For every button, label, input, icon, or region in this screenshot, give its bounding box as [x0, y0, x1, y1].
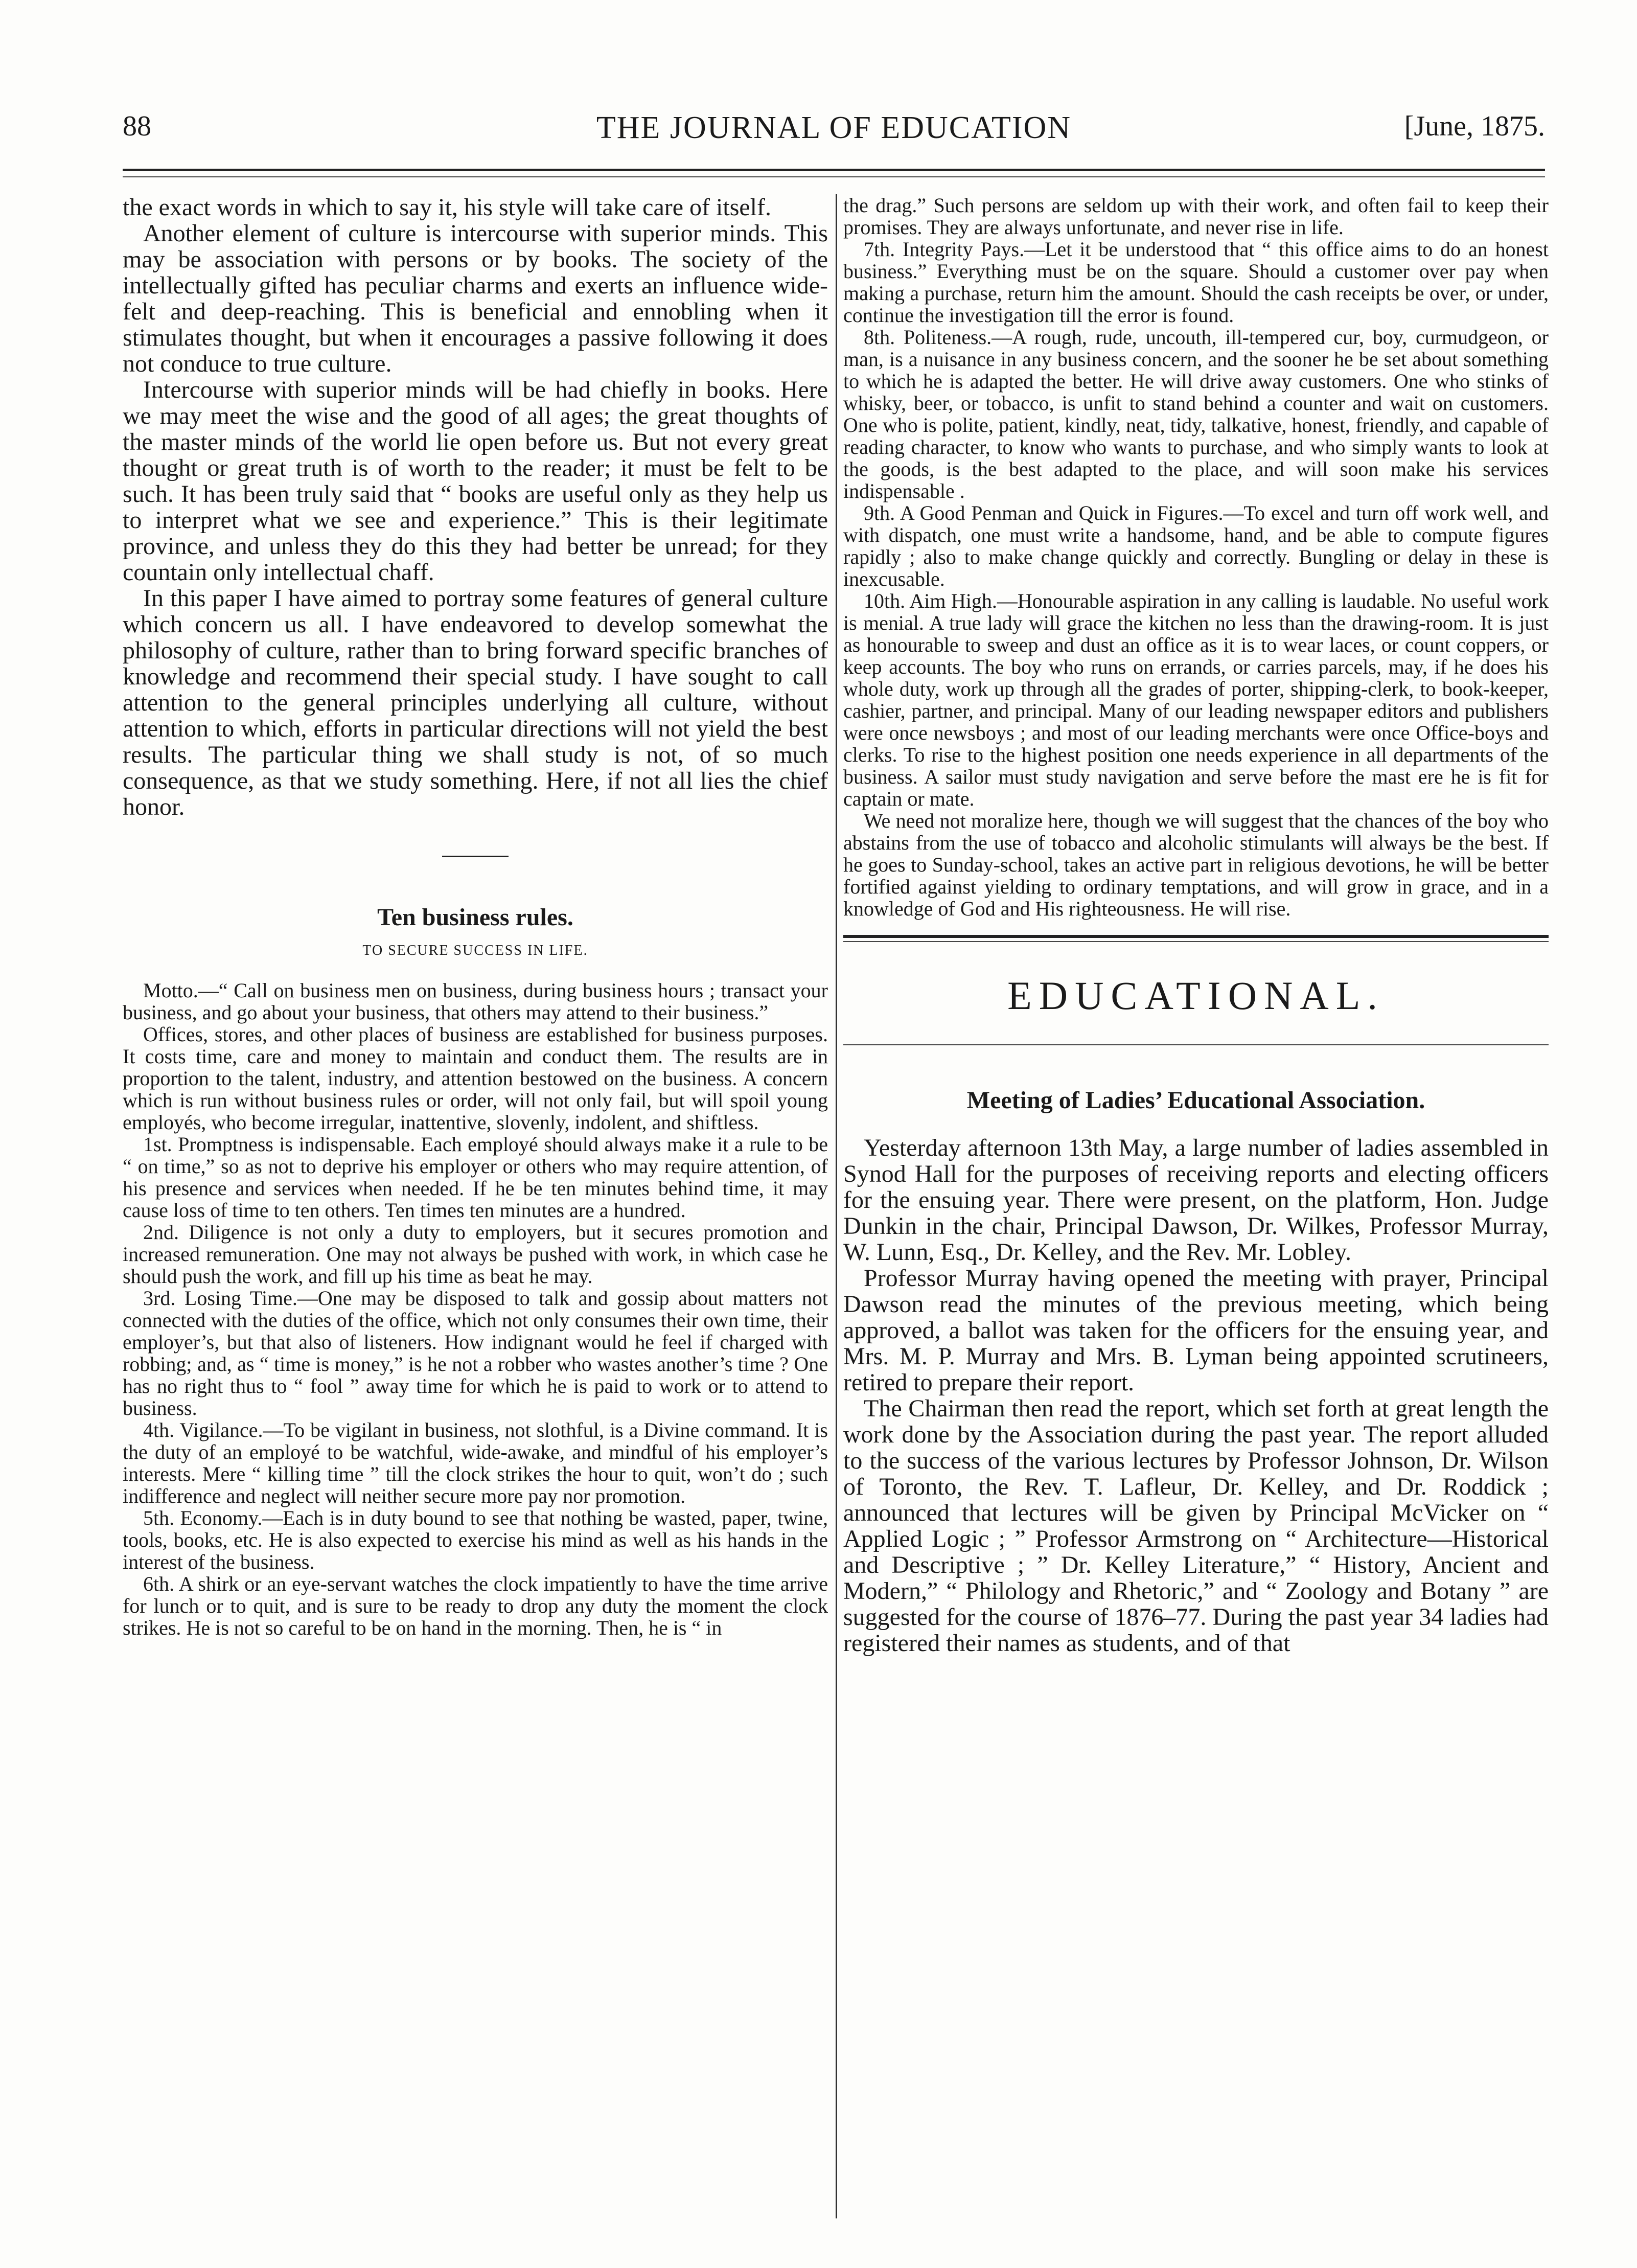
rule-paragraph: the drag.” Such persons are seldom up with their work, and often fail to keep their promises. They are always unfortunate, and never rise in life.: [843, 194, 1549, 239]
rule-paragraph: 4th. Vigilance.—To be vigilant in business, not slothful, is a Divine command. It is the duty of an employé to be watchful, wide-awake, and mindful of his employer’s interests. Mere “ killing time ” till the clock strikes the hour to quit, won’t do ; such indifference and neglect will neither secure more pay nor promotion.: [123, 1418, 828, 1507]
business-rules-subheading: TO SECURE SUCCESS IN LIFE.: [362, 943, 588, 958]
meeting-paragraph: Professor Murray having opened the meeting with prayer, Principal Dawson read the minutes of the previous meeting, which being approved, a ballot was taken for the officers for the ensuing year, and Mrs. M. P. Murray and Mrs. B. Lyman being appointed scrutineers, retired to prepare their report.: [843, 1265, 1549, 1396]
rule-paragraph: 3rd. Losing Time.—One may be disposed to talk and gossip about matters not connected with the duties of the office, which not only consumes their own time, their employer’s, but that also of listeners. How indignant would he feel if charged with robbing; and, as “ time is money,” is he not a robber who wastes another’s time ? One has no right thus to “ fool ” away time for which he is paid to work or to attend to business.: [123, 1287, 828, 1419]
rule-paragraph: 6th. A shirk or an eye-servant watches the clock impatiently to have the time arrive for lunch or to quit, and is sure to be ready to drop any duty the moment the clock strikes. He is not so careful to be on hand in the morning. Then, he is “ in: [123, 1572, 828, 1639]
rule-paragraph: 7th. Integrity Pays.—Let it be understood that “ this office aims to do an honest business.” Everything must be on the square. Should a customer over pay when making a purchase, return him the amount. Should the cash receipts be over, or under, continue the investigation till the error is found.: [843, 238, 1549, 327]
rule-paragraph: 8th. Politeness.—A rough, rude, uncouth, ill-tempered cur, boy, curmudgeon, or man, is a nuisance in any business concern, and the sooner he be set about something to which he is adapted the better. He will drive away customers. One who stinks of whisky, beer, or tobacco, is unfit to stand behind a counter and wait on customers. One who is polite, patient, kindly, neat, tidy, talkative, honest, friendly, and capable of reading character, to know who wants to purchase, and who simply wants to look at the goods, is the best adapted to the place, and will soon make his services indispensable .: [843, 326, 1549, 502]
page-number: 88: [123, 110, 151, 142]
culture-paragraph: the exact words in which to say it, his style will take care of itself.: [123, 194, 771, 221]
culture-paragraph: Intercourse with superior minds will be had chiefly in books. Here we may meet the wise and the good of all ages; the great thoughts of the master minds of the world lie open before us. But not every great thought or great truth is of worth to the reader; it must be felt to be such. It has been truly said that “ books are useful only as they help us to interpret what we see and experience.” This is their legitimate province, and unless they do this they had better be unread; for they countain only intellectual chaff.: [123, 376, 828, 586]
meeting-paragraph: The Chairman then read the report, which set forth at great length the work done by the Association during the past year. The report alluded to the success of the various lectures by Professor Johnson, Dr. Wilson of Toronto, the Rev. T. Lafleur, Dr. Kelley, and Dr. Roddick ; announced that lectures will be given by Principal McVicker on “ Applied Logic ; ” Professor Armstrong on “ Architecture—Historical and Descriptive ; ” Dr. Kelley Literature,” “ History, Ancient and Modern,” “ Philology and Rhetoric,” and “ Zoology and Botany ” are suggested for the course of 1876–77. During the past year 34 ladies had registered their names as students, and of that: [843, 1395, 1549, 1657]
rule-paragraph: Offices, stores, and other places of business are established for business purposes. It costs time, care and money to maintain and conduct them. The results are in proportion to the talent, industry, and attention bestowed on the business. A concern which is run without business rules or order, will not only fail, but will spoil young employés, who become irregular, inattentive, slovenly, indolent, and shiftless.: [123, 1023, 828, 1134]
educational-section-title: EDUCATIONAL.: [1007, 973, 1385, 1018]
rule-paragraph: 9th. A Good Penman and Quick in Figures.—To excel and turn off work well, and with dispatch, one must write a handsome, hand, and be able to compute figures rapidly ; also to make change quickly and correctly. Bungling or delay in these is inexcusable.: [843, 501, 1549, 590]
section-rule: [843, 935, 1549, 942]
rule-paragraph: 10th. Aim High.—Honourable aspiration in any calling is laudable. No useful work is menial. A true lady will grace the kitchen no less than the drawing-room. It is just as honourable to sweep and dust an office as it is to wear laces, or count coppers, or keep accounts. The boy who runs on errands, or carries parcels, may, if he does his whole duty, work up through all the grades of porter, shipping-clerk, to book-keeper, cashier, partner, and principal. Many of our leading newspaper editors and publishers were once newsboys ; and most of our leading merchants were once Office-boys and clerks. To rise to the highest position one needs experience in all departments of the business. A sailor must study navigation and serve before the mast ere he is fit for captain or mate.: [843, 589, 1549, 810]
section-thin-rule: [843, 1044, 1549, 1045]
business-rules-heading: Ten business rules.: [377, 904, 573, 931]
journal-title: THE JOURNAL OF EDUCATION: [596, 110, 1072, 145]
meeting-heading: Meeting of Ladies’ Educational Association.: [966, 1087, 1425, 1114]
meeting-paragraph: Yesterday afternoon 13th May, a large number of ladies assembled in Synod Hall for the purposes of receiving reports and electing officers for the ensuing year. There were present, on the platform, Hon. Judge Dunkin in the chair, Principal Dawson, Dr. Wilkes, Professor Murray, W. Lunn, Esq., Dr. Kelley, and the Rev. Mr. Lobley.: [843, 1134, 1549, 1266]
rule-paragraph: 5th. Economy.—Each is in duty bound to see that nothing be wasted, paper, twine, tools, books, etc. He is also expected to exercise his mind as well as his hands in the interest of the business.: [123, 1506, 828, 1573]
culture-paragraph: Another element of culture is intercourse with superior minds. This may be association with persons or by books. The society of the intellectually gifted has peculiar charms and exerts an influence wide-felt and deep-reaching. This is beneficial and ennobling when it stimulates thought, but when it encourages a passive following it does not conduce to true culture.: [123, 220, 828, 377]
article-separator: [442, 856, 509, 857]
header-rule: [123, 169, 1545, 177]
right-column: [843, 194, 1549, 2218]
page-header: [123, 110, 1545, 156]
rule-paragraph: We need not moralize here, though we will suggest that the chances of the boy who abstains from the use of tobacco and alcoholic stimulants will always be the best. If he goes to Sunday-school, takes an active part in religious devotions, he will be better fortified against yielding to ordinary temptations, and will grow in grace, and in a knowledge of God and His righteousness. He will rise.: [843, 809, 1549, 920]
rule-paragraph: Motto.—“ Call on business men on business, during business hours ; transact your business, and go about your business, that others may attend to their business.”: [123, 979, 828, 1024]
culture-paragraph: In this paper I have aimed to portray some features of general culture which concern us all. I have endeavored to develop somewhat the philosophy of culture, rather than to bring forward specific branches of knowledge and recommend their special study. I have sought to call attention to the general principles underlying all culture, without attention to which, efforts in particular directions will not yield the best results. The particular thing we shall study is not, of so much consequence, as that we study something. Here, if not all lies the chief honor.: [123, 585, 828, 820]
column-divider: [836, 194, 837, 2218]
rule-paragraph: 1st. Promptness is indispensable. Each employé should always make it a rule to be “ on time,” so as not to deprive his employer or others who may require attention, of his presence and services when needed. If he be ten minutes behind time, it may cause loss of time to ten others. Ten times ten minutes are a hundred.: [123, 1133, 828, 1222]
rule-paragraph: 2nd. Diligence is not only a duty to employers, but it secures promotion and increased remuneration. One may not always be pushed with work, in which case he should push the work, and fill up his time as beat he may.: [123, 1221, 828, 1288]
left-column: [123, 194, 828, 2218]
issue-date: [June, 1875.: [1404, 110, 1545, 142]
